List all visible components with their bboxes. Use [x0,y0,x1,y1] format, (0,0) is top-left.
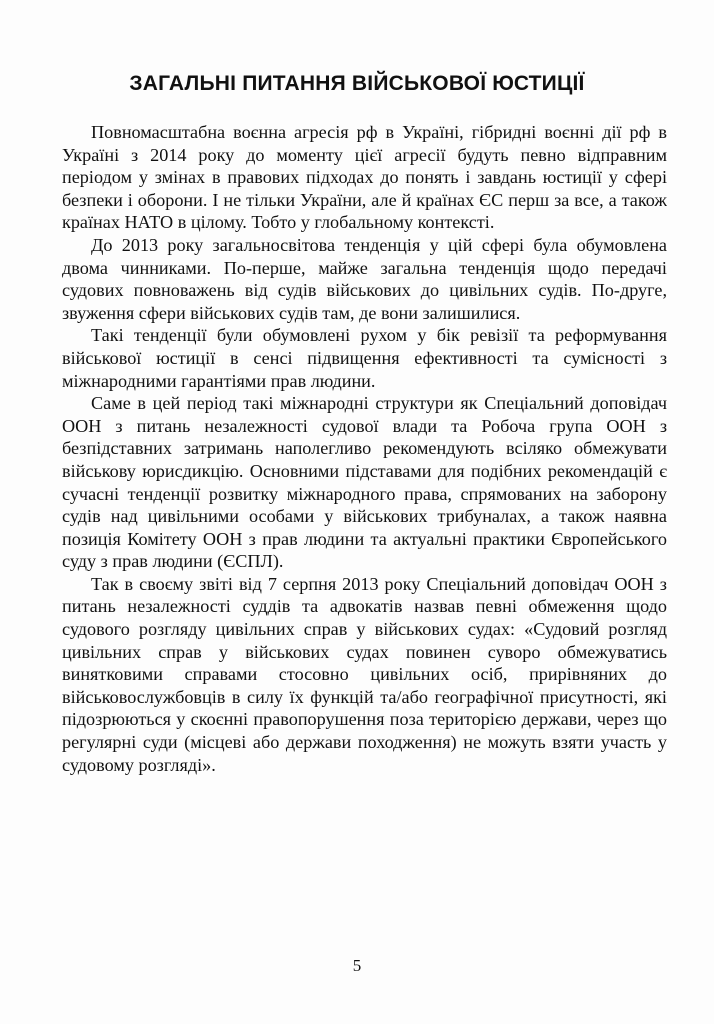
paragraph-3: Такі тенденції були обумовлені рухом у бік ревізії та реформування військової юстиції в сенсі підвищення ефективності та сумісності з міжнародними гарантіями прав людини. [62,325,667,391]
page-number: 5 [352,956,362,975]
paragraph-1: Повномасштабна воєнна агресія рф в Україні, гібридні воєнні дії рф в Україні з 2014 року до моменту цієї агресії будуть певно відправним періодом у змінах в правових підходах до понять і завдань юстиції у сфері безпеки і оборони. І не тільки України, але й країнах ЄС перш за все, а також країнах НАТО в цілому. Тобто у глобальному контексті. [62,122,667,233]
paragraph-5: Так в своєму звіті від 7 серпня 2013 року Спеціальний доповідач ООН з питань незалежності суддів та адвокатів назвав певні обмеження щодо судового розгляду цивільних справ у військових судах: «Судовий розгляд цивільних справ у військових судах повинен суворо обмежуватись винятковими справами стосовно цивільних осіб, прирівняних до військовослужбовців в силу їх функцій та/або географічної присутності, які підозрюються у скоєнні правопорушення поза територією держави, через що регулярні суди (місцеві або держави походження) не можуть взяти участь у судовому розгляді». [62,573,667,775]
body-text [62,121,667,776]
paragraph-2: До 2013 року загальносвітова тенденція у цій сфері була обумовлена двома чинниками. По-перше, майже загальна тенденція щодо передачі судових повноважень від судів військових до цивільних судів. По-друге, звуження сфери військових судів там, де вони залишилися. [62,234,667,323]
page-title: ЗАГАЛЬНІ ПИТАННЯ ВІЙСЬКОВОЇ ЮСТИЦІЇ [129,72,585,95]
paragraph-4: Саме в цей період такі міжнародні структури як Спеціальний доповідач ООН з питань незалежності судової влади та Робоча група ООН з безпідставних затримань наполегливо рекомендують всіляко обмежувати військову юрисдикцію. Основними підставами для подібних рекомендацій є сучасні тенденції розвитку міжнародного права, спрямованих на заборону судів над цивільними особами у військових трибуналах, а також наявна позиція Комітету ООН з прав людини та актуальні практики Європейського суду з прав людини (ЄСПЛ). [62,393,667,572]
